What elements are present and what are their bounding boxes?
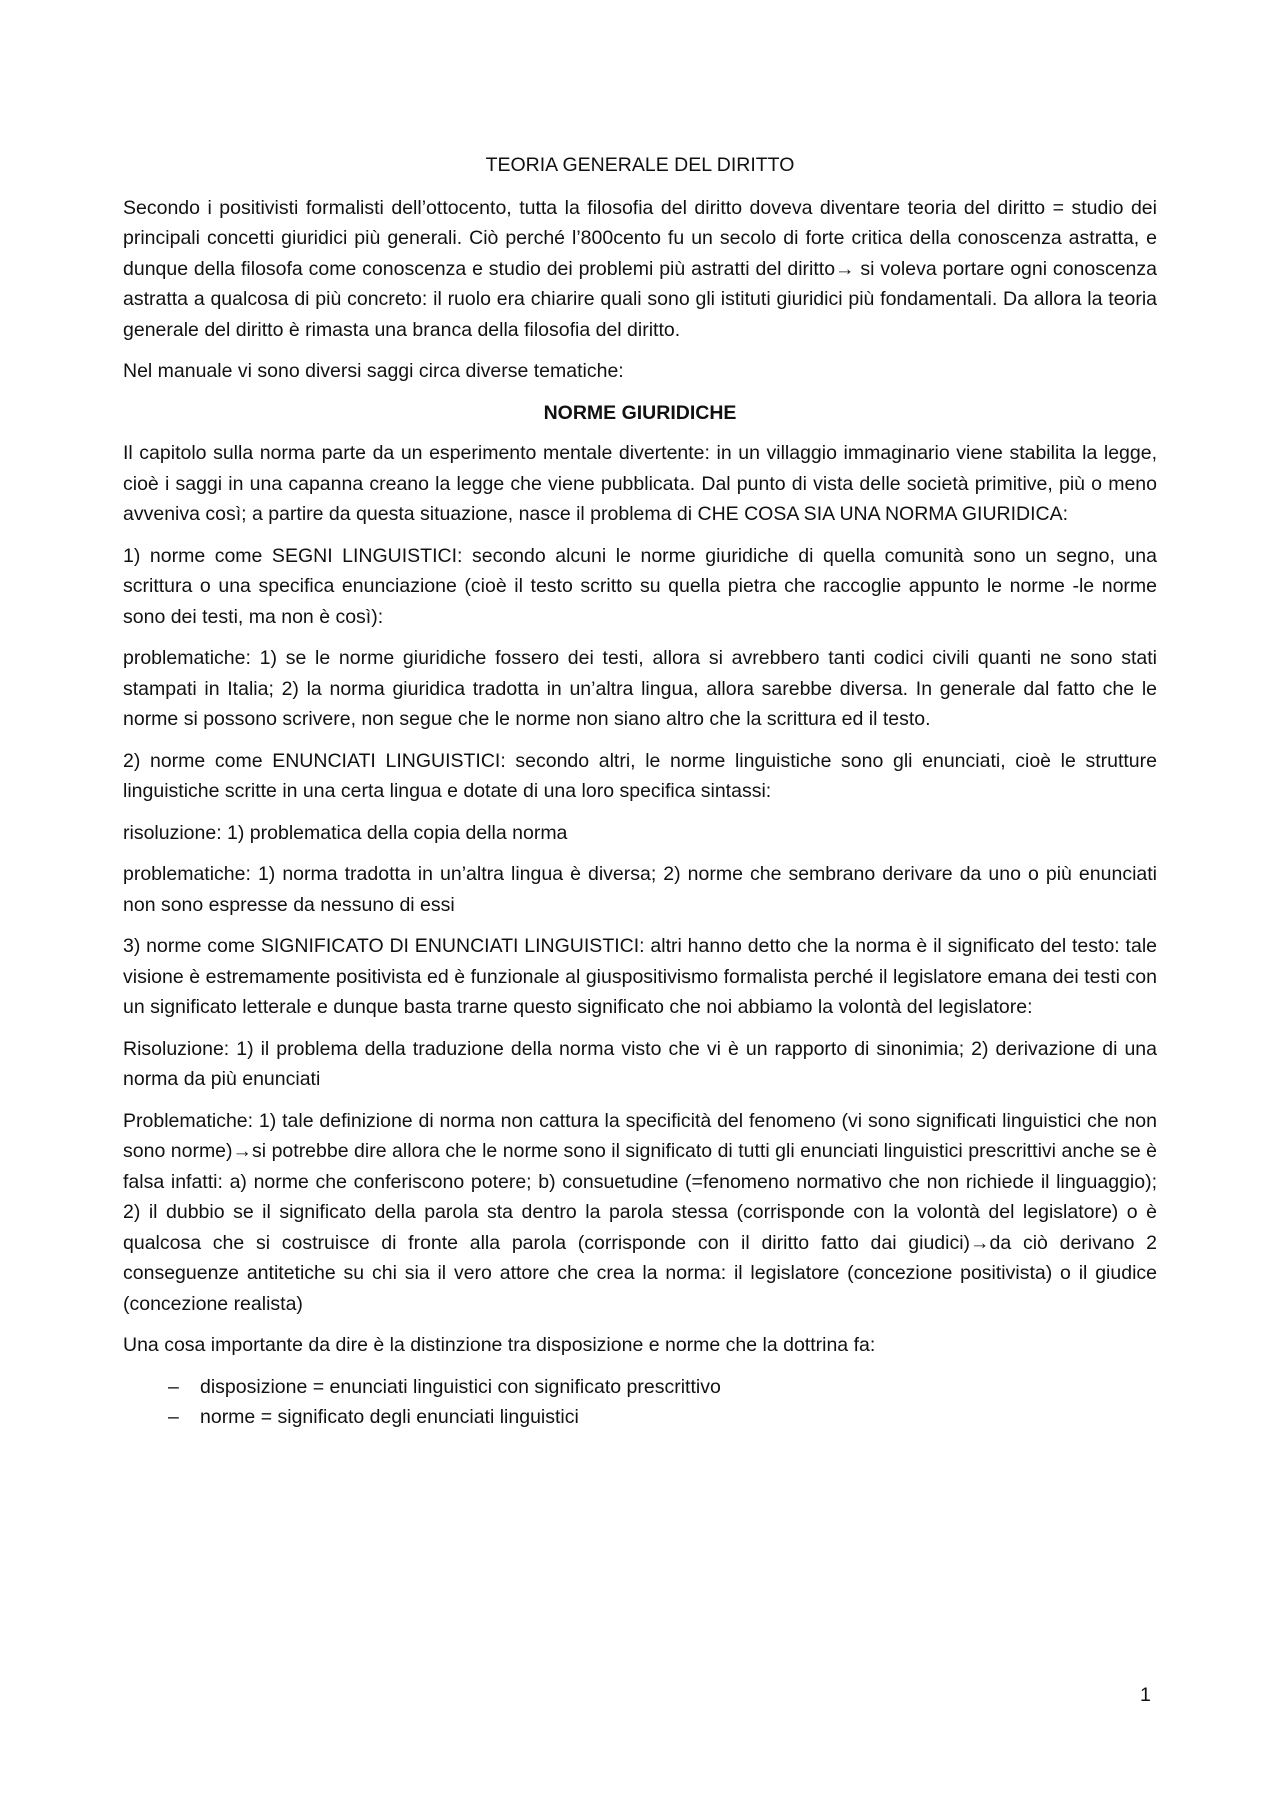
document-page: [123, 150, 1157, 1433]
list-item-text: disposizione = enunciati linguistici con significato prescrittivo: [200, 1375, 721, 1398]
paragraph-problematiche-3: Problematiche: 1) tale definizione di norma non cattura la specificità del fenomeno (vi sono significati linguistici che non sono norme)→si potrebbe dire allora che le norme sono il significato di tutti gli enunciati linguistici prescrittivi anche se è falsa infatti: a) norme che conferiscono potere; b) consuetudine (=fenomeno normativo che non richiede il linguaggio); 2) il dubbio se il significato della parola sta dentro la parola stessa (corrisponde con la volontà del legislatore) o è qualcosa che si costruisce di fronte alla parola (corrisponde con il diritto fatto dai giudici)→da ciò derivano 2 conseguenze antitetiche su chi sia il vero attore che crea la norma: il legislatore (concezione positivista) o il giudice (concezione realista): [123, 1109, 1157, 1315]
paragraph-problematiche-2: problematiche: 1) norma tradotta in un’altra lingua è diversa; 2) norme che sembrano derivare da uno o più enunciati non sono espresse da nessuno di essi: [123, 863, 1157, 916]
paragraph-enunciati: 2) norme come ENUNCIATI LINGUISTICI: secondo altri, le norme linguistiche sono gli enunciati, cioè le strutture linguistiche scritte in una certa lingua e dotate di una loro specifica sintassi:: [123, 749, 1157, 802]
list-item: [168, 1402, 1157, 1433]
paragraph-distinzione: Una cosa importante da dire è la distinzione tra disposizione e norme che la dottrina fa:: [123, 1334, 876, 1356]
paragraph-segni: 1) norme come SEGNI LINGUISTICI: secondo alcuni le norme giuridiche di quella comunità sono un segno, una scrittura o una specifica enunciazione (cioè il testo scritto su quella pietra che raccoglie appunto le norme -le norme sono dei testi, ma non è così):: [123, 544, 1157, 628]
paragraph-intro: Secondo i positivisti formalisti dell’ottocento, tutta la filosofia del diritto doveva diventare teoria del diritto = studio dei principali concetti giuridici più generali. Ciò perché l’800cento fu un secolo di forte critica della conoscenza astratta, e dunque della filosofa come conoscenza e studio dei problemi più astratti del diritto→ si voleva portare ogni conoscenza astratta a qualcosa di più concreto: il ruolo era chiarire quali sono gli istituti giuridici più fondamentali. Da allora la teoria generale del diritto è rimasta una branca della filosofia del diritto.: [123, 196, 1157, 341]
dash-bullet: –: [168, 1406, 179, 1428]
paragraph-problematiche-1: problematiche: 1) se le norme giuridiche fossero dei testi, allora si avrebbero tanti codici civili quanti ne sono stati stampati in Italia; 2) la norma giuridica tradotta in un’altra lingua, allora sarebbe diversa. In generale dal fatto che le norme si possono scrivere, non segue che le norme non siano altro che la scrittura ed il testo.: [123, 647, 1157, 730]
paragraph-risoluzione-1: risoluzione: 1) problematica della copia della norma: [123, 821, 568, 844]
paragraph-chapter: Il capitolo sulla norma parte da un esperimento mentale divertente: in un villaggio immaginario viene stabilita la legge, cioè i saggi in una capanna creano la legge che viene pubblicata. Dal punto di vista delle società primitive, più o meno avveniva così; a partire da questa situazione, nasce il problema di CHE COSA SIA UNA NORMA GIURIDICA:: [123, 442, 1157, 525]
list-item: [168, 1372, 1157, 1403]
definition-list: [123, 1372, 1157, 1433]
section-heading: NORME GIURIDICHE: [543, 401, 737, 424]
document-title: TEORIA GENERALE DEL DIRITTO: [485, 154, 795, 176]
paragraph-manual: Nel manuale vi sono diversi saggi circa diverse tematiche:: [123, 360, 624, 382]
dash-bullet: –: [168, 1375, 179, 1398]
list-item-text: norme = significato degli enunciati linguistici: [200, 1406, 579, 1428]
paragraph-significato: 3) norme come SIGNIFICATO DI ENUNCIATI LINGUISTICI: altri hanno detto che la norma è il significato del testo: tale visione è estremamente positivista ed è funzionale al giuspositivismo formalista perché il legislatore emana dei testi con un significato letterale e dunque basta trarne questo significato che noi abbiamo la volontà del legislatore:: [123, 935, 1157, 1018]
page-number: 1: [1140, 1684, 1151, 1706]
paragraph-risoluzione-2: Risoluzione: 1) il problema della traduzione della norma visto che vi è un rapporto di sinonimia; 2) derivazione di una norma da più enunciati: [123, 1037, 1157, 1090]
